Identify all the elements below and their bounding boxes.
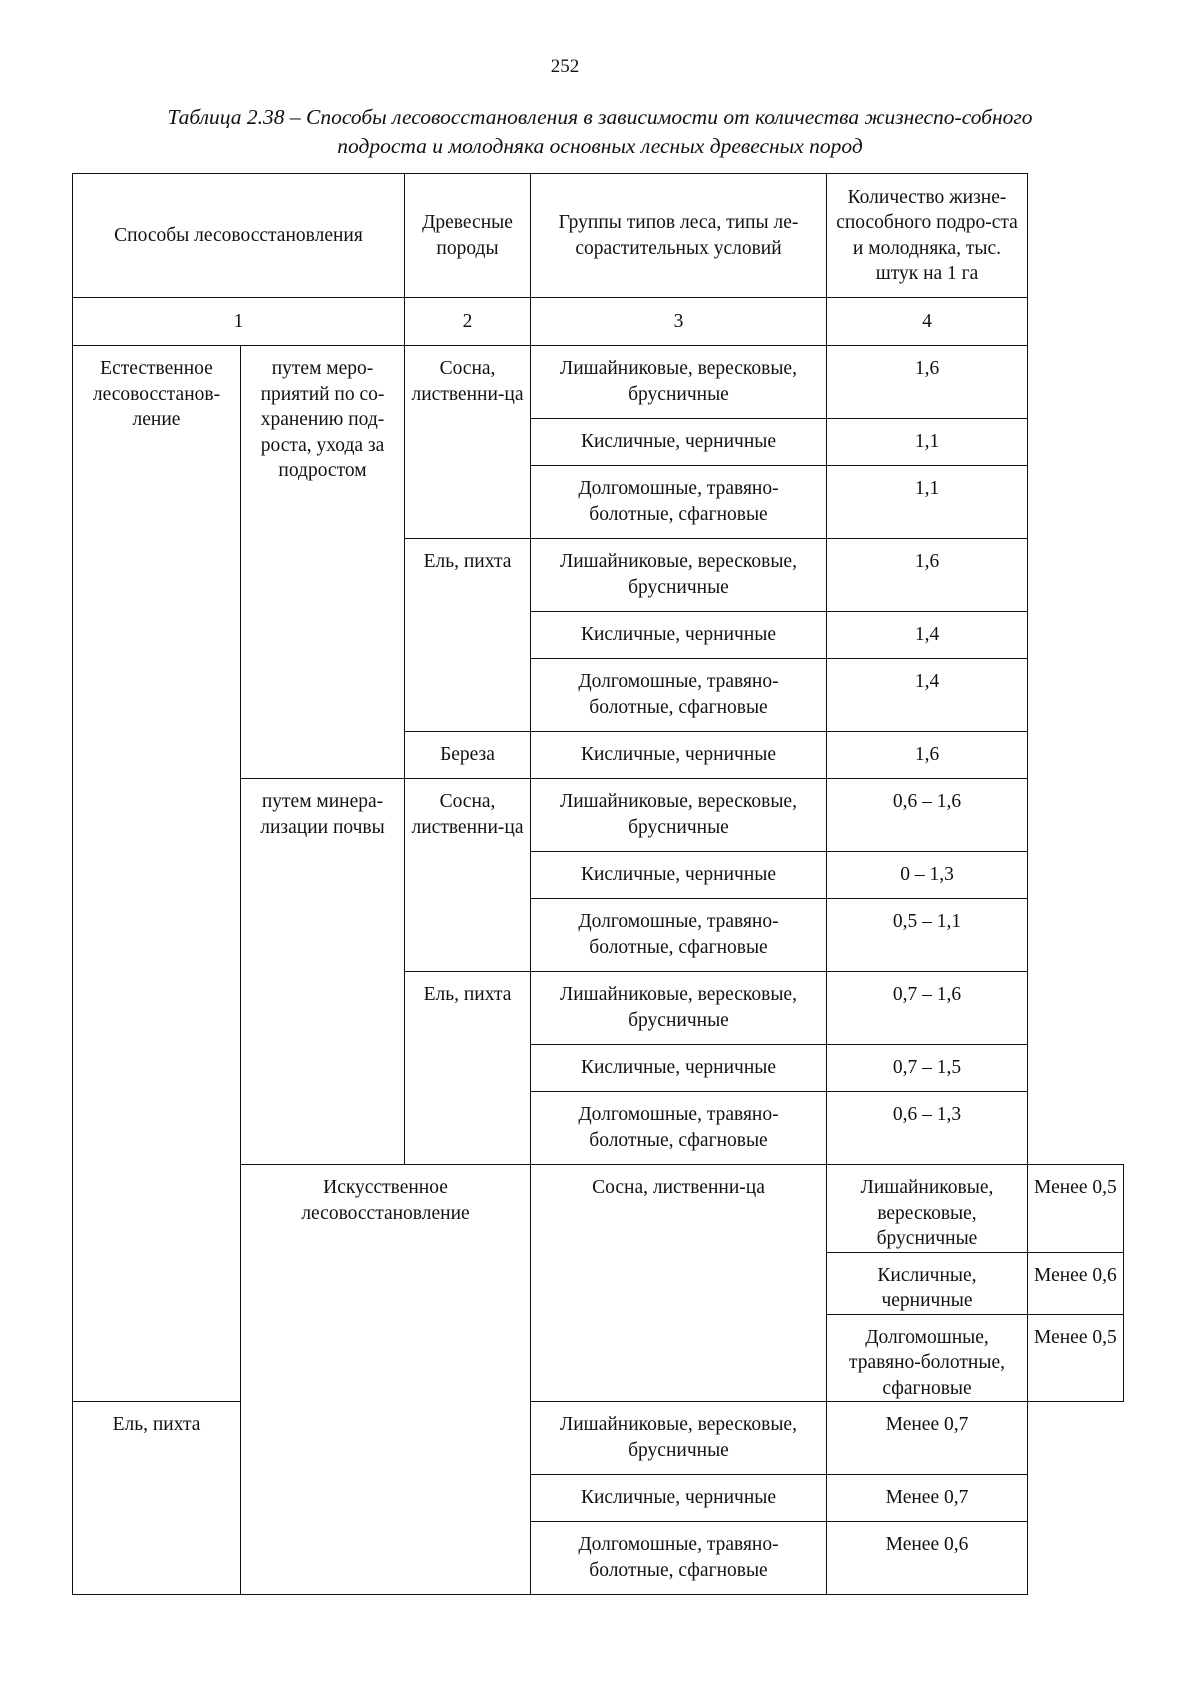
table-row	[73, 1402, 1124, 1475]
column-number: 1	[73, 298, 405, 346]
species-cell: Береза	[405, 732, 531, 779]
forest-type-cell: Долгомошные, травяно-болотные, сфагновые	[531, 1522, 827, 1595]
quantity-cell: 0,6 – 1,6	[827, 779, 1028, 852]
column-number: 2	[405, 298, 531, 346]
column-number: 4	[827, 298, 1028, 346]
quantity-cell: Менее 0,7	[827, 1475, 1028, 1522]
forest-type-cell: Кисличные, черничные	[827, 1252, 1028, 1314]
forest-type-cell: Лишайниковые, вересковые, брусничные	[531, 779, 827, 852]
quantity-cell: 0,7 – 1,5	[827, 1045, 1028, 1092]
quantity-cell: Менее 0,5	[1028, 1314, 1124, 1402]
species-cell: Ель, пихта	[405, 972, 531, 1165]
quantity-cell: 1,6	[827, 346, 1028, 419]
method-natural: Естественное лесовосстанов-ление	[73, 346, 241, 1402]
forest-type-cell: Кисличные, черничные	[531, 1045, 827, 1092]
forest-type-cell: Долгомошные, травяно-болотные, сфагновые	[827, 1314, 1028, 1402]
header-row	[73, 174, 1124, 298]
column-number: 3	[531, 298, 827, 346]
forest-type-cell: Лишайниковые, вересковые, брусничные	[531, 346, 827, 419]
species-cell: Ель, пихта	[405, 539, 531, 732]
quantity-cell: 1,1	[827, 466, 1028, 539]
forest-type-cell: Кисличные, черничные	[531, 852, 827, 899]
quantity-cell: Менее 0,6	[827, 1522, 1028, 1595]
column-number-row	[73, 298, 1124, 346]
quantity-cell: 0,7 – 1,6	[827, 972, 1028, 1045]
forest-type-cell: Кисличные, черничные	[531, 612, 827, 659]
species-cell: Ель, пихта	[73, 1402, 241, 1595]
submethod-undergrowth-care: путем меро-приятий по со-хранению под-роста, ухода за подростом	[241, 346, 405, 779]
species-cell: Сосна, лиственни-ца	[405, 346, 531, 539]
page-number: 252	[550, 56, 580, 77]
forest-type-cell: Долгомошные, травяно-болотные, сфагновые	[531, 659, 827, 732]
forest-type-cell: Долгомошные, травяно-болотные, сфагновые	[531, 466, 827, 539]
table-row	[73, 346, 1124, 419]
species-cell: Сосна, лиственни-ца	[531, 1165, 827, 1402]
header-species: Древесные породы	[405, 174, 531, 298]
forest-type-cell: Долгомошные, травяно-болотные, сфагновые	[531, 899, 827, 972]
forest-type-cell: Лишайниковые, вересковые, брусничные	[531, 1402, 827, 1475]
species-cell: Сосна, лиственни-ца	[405, 779, 531, 972]
quantity-cell: 0 – 1,3	[827, 852, 1028, 899]
submethod-soil-mineralization: путем минера-лизации почвы	[241, 779, 405, 1165]
quantity-cell: 0,5 – 1,1	[827, 899, 1028, 972]
quantity-cell: 0,6 – 1,3	[827, 1092, 1028, 1165]
table-caption: Таблица 2.38 – Способы лесовосстановления в зависимости от количества жизнеспо-собного подроста и молодняка основных лесных древесных пород	[167, 105, 1033, 158]
method-artificial: Искусственное лесовосстановление	[241, 1165, 531, 1595]
quantity-cell: Менее 0,7	[827, 1402, 1028, 1475]
forest-type-cell: Лишайниковые, вересковые, брусничные	[531, 539, 827, 612]
quantity-cell: 1,6	[827, 732, 1028, 779]
header-methods: Способы лесовосстановления	[73, 174, 405, 298]
quantity-cell: Менее 0,5	[1028, 1165, 1124, 1253]
forest-type-cell: Лишайниковые, вересковые, брусничные	[531, 972, 827, 1045]
quantity-cell: 1,4	[827, 659, 1028, 732]
quantity-cell: 1,6	[827, 539, 1028, 612]
forest-type-cell: Лишайниковые, вересковые, брусничные	[827, 1165, 1028, 1253]
forest-type-cell: Кисличные, черничные	[531, 732, 827, 779]
forest-regeneration-table	[72, 173, 1124, 1595]
header-quantity: Количество жизне-способного подро-ста и молодняка, тыс. штук на 1 га	[827, 174, 1028, 298]
forest-type-cell: Кисличные, черничные	[531, 1475, 827, 1522]
forest-type-cell: Кисличные, черничные	[531, 419, 827, 466]
quantity-cell: 1,4	[827, 612, 1028, 659]
forest-type-cell: Долгомошные, травяно-болотные, сфагновые	[531, 1092, 827, 1165]
quantity-cell: Менее 0,6	[1028, 1252, 1124, 1314]
quantity-cell: 1,1	[827, 419, 1028, 466]
header-forest-types: Группы типов леса, типы ле-сорастительных условий	[531, 174, 827, 298]
